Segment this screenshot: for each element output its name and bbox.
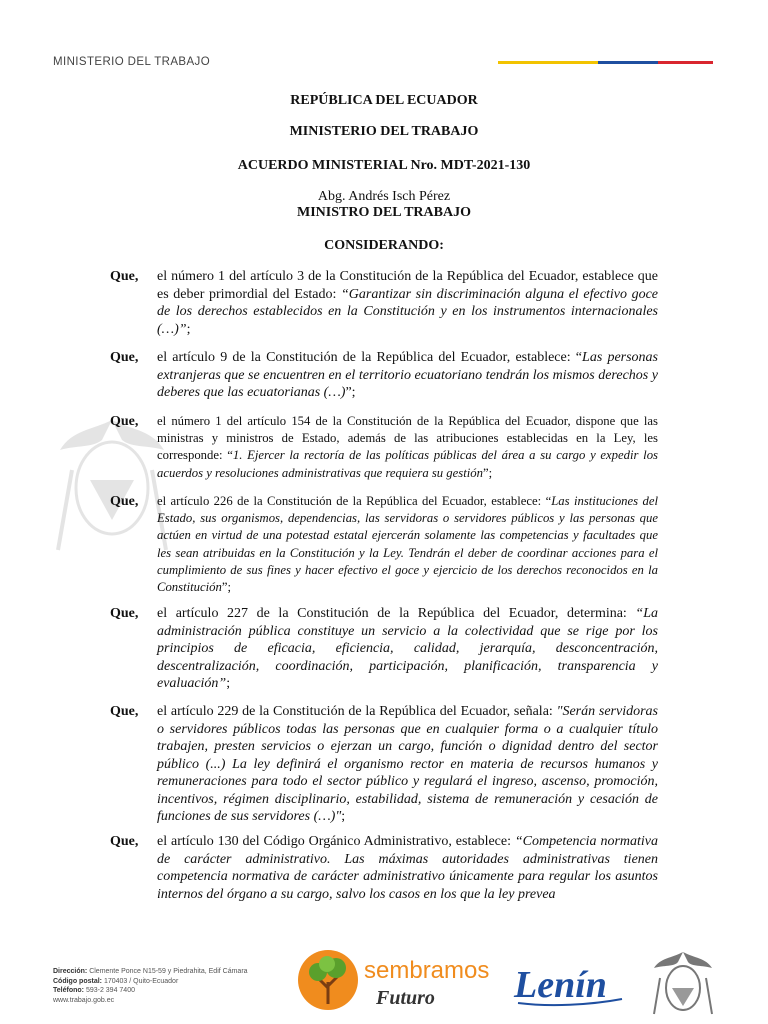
clause-text bbox=[157, 349, 658, 402]
footer-address: Clemente Ponce N15-59 y Piedrahita, Edif Cámara bbox=[89, 968, 248, 975]
footer-postal-line bbox=[53, 977, 248, 987]
agreement-number: ACUERDO MINISTERIAL Nro. MDT-2021-130 bbox=[237, 158, 531, 173]
clause-tail: ; bbox=[341, 809, 346, 824]
footer-address-label: Dirección: bbox=[53, 968, 88, 975]
clause-quote: “Competencia normativa de carácter administrativo. Las máximas autoridades administrativas tienen competencia normativa de carácter administrativo únicamente para regular los asuntos internos del órgano a su cargo, salvo los casos en los que la ley prevea bbox=[157, 834, 658, 902]
clause-lead: el número 1 del artículo 3 de la Constitución de la República del Ecuador, establece que es deber primordial del Estado: bbox=[157, 269, 658, 302]
clause-tail: ”; bbox=[482, 465, 493, 480]
clause-lead: el número 1 del artículo 154 de la Constitución de la República del Ecuador, dispone que las ministras y ministros de Estado, además de las atribuciones establecidas en la Ley, les corresponde: “ bbox=[157, 414, 658, 463]
clause-text bbox=[157, 833, 658, 903]
futuro-word: Futuro bbox=[376, 987, 435, 1009]
footer-website: www.trabajo.gob.ec bbox=[53, 996, 115, 1004]
clause-label: Que, bbox=[110, 606, 139, 621]
clause-tail: ; bbox=[186, 321, 191, 337]
clause-label: Que, bbox=[110, 350, 139, 365]
clause-label: Que, bbox=[110, 494, 139, 509]
lenin-signature-logo bbox=[510, 955, 630, 1011]
clause-text bbox=[157, 493, 658, 596]
footer-phone-line bbox=[53, 986, 248, 996]
flag-yellow-stripe bbox=[498, 61, 598, 64]
clause-quote: Las personas extranjeras que se encuentren en el territorio ecuatoriano tendrán los mismos derechos y deberes que las ecuatorianas (…) bbox=[157, 350, 659, 400]
clause-lead: el artículo 229 de la Constitución de la República del Ecuador, señala: bbox=[157, 704, 557, 719]
ministry-header-label: MINISTERIO DEL TRABAJO bbox=[53, 56, 211, 68]
footer-address-line bbox=[53, 967, 248, 977]
clause-lead: el artículo 227 de la Constitución de la República del Ecuador, determina: bbox=[157, 606, 636, 621]
clause-text bbox=[157, 605, 658, 693]
minister-name: Abg. Andrés Isch Pérez bbox=[317, 189, 451, 204]
minister-title: MINISTRO DEL TRABAJO bbox=[296, 205, 471, 220]
clause-tail: ”; bbox=[221, 580, 232, 595]
clause-label: Que, bbox=[110, 414, 139, 429]
lenin-signature-text: Lenín bbox=[514, 964, 607, 1006]
clause-quote: Las instituciones del Estado, sus organismos, dependencias, las servidoras o servidores públicos y las personas que actúen en virtud de una potestad estatal ejercerán solamente las competencias y facultades que les sean atribuidas en la Constitución y la Ley. Tendrán el deber de coordinar acciones para el cumplimiento de sus fines y hacer efectivo el goce y ejercicio de los derechos reconocidos en la Constitución bbox=[157, 494, 658, 595]
footer-postal-label: Código postal: bbox=[53, 977, 102, 985]
clause-tail: ”; bbox=[345, 385, 356, 400]
clause-tail: ; bbox=[226, 676, 231, 691]
clause-label: Que, bbox=[110, 834, 139, 849]
flag-color-bar bbox=[498, 61, 713, 64]
clause-label: Que, bbox=[110, 269, 139, 284]
footer-postal: 170403 / Quito-Ecuador bbox=[103, 977, 179, 985]
clause-quote: 1. Ejercer la rectoría de las políticas públicas del área a su cargo y expedir los acuerdos y resoluciones administrativas que requiera su gestión bbox=[157, 448, 658, 480]
clause-text bbox=[157, 703, 658, 826]
ecuador-seal-icon bbox=[650, 948, 716, 1018]
considering-heading: CONSIDERANDO: bbox=[324, 238, 444, 253]
footer-phone-label: Teléfono: bbox=[53, 987, 84, 994]
clause-quote: "Serán servidoras o servidores públicos todas las personas que en cualquier forma o a cualquier título trabajen, presten servicios o ejerzan un cargo, función o dignidad dentro del sector público (...) La ley definirá el organismo rector en materia de recursos humanos y remuneraciones para todo el sector público y regulará el ingreso, ascenso, promoción, incentivos, régimen disciplinario, estabilidad, sistema de remuneración y cesación de funciones de sus servidores (…)" bbox=[157, 704, 658, 824]
clause-lead: el artículo 226 de la Constitución de la República del Ecuador, establece: “ bbox=[157, 494, 552, 508]
clause-label: Que, bbox=[110, 704, 139, 719]
clause-text bbox=[157, 413, 658, 482]
footer-contact bbox=[53, 967, 248, 1005]
ministry-title: MINISTERIO DEL TRABAJO bbox=[289, 124, 479, 139]
clause-lead: el artículo 9 de la Constitución de la República del Ecuador, establece: “ bbox=[157, 350, 583, 365]
clause-quote: “La administración pública constituye un servicio a la colectividad que se rige por los principios de eficacia, eficiencia, calidad, jerarquía, desconcentración, descentralización, coordinación, participación, planificación, transparencia y evaluación” bbox=[157, 606, 658, 691]
country-title: REPÚBLICA DEL ECUADOR bbox=[290, 93, 478, 108]
clause-quote: “Garantizar sin discriminación alguna el efectivo goce de los derechos establecidos en la Constitución y en los instrumentos internacionales (…)” bbox=[157, 286, 658, 337]
sembramos-futuro-logo bbox=[296, 948, 496, 1012]
coat-of-arms-watermark bbox=[52, 410, 172, 560]
flag-blue-stripe bbox=[598, 61, 658, 64]
sembramos-word: sembramos bbox=[364, 957, 490, 984]
footer-phone: 593-2 394 7400 bbox=[85, 987, 135, 994]
clause-lead: el artículo 130 del Código Orgánico Administrativo, establece: bbox=[157, 834, 515, 849]
flag-red-stripe bbox=[658, 61, 713, 64]
clause-text bbox=[157, 268, 658, 338]
